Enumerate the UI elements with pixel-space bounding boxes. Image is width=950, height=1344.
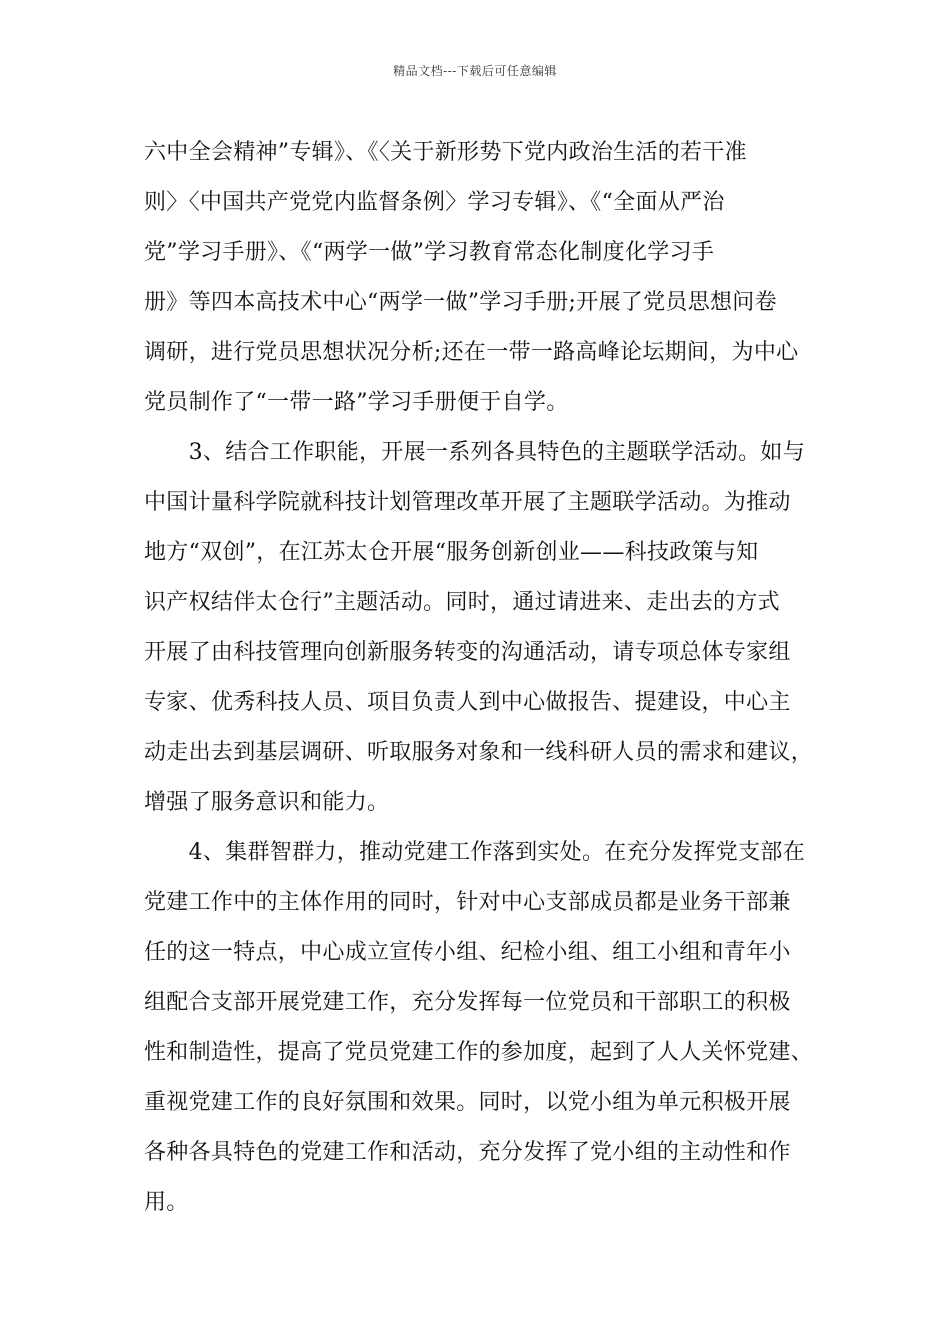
text-line: 中国计量科学院就科技计划管理改革开展了主题联学活动。为推动 (144, 490, 791, 515)
text-line: 开展了由科技管理向创新服务转变的沟通活动，请专项总体专家组 (144, 640, 791, 665)
text-line: 3、结合工作职能，开展一系列各具特色的主题联学活动。如与 (144, 440, 805, 465)
text-line: 识产权结伴太仓行”主题活动。同时，通过请进来、走出去的方式 (144, 590, 780, 615)
document-body (144, 128, 814, 1228)
page-header: 精品文档---下载后可任意编辑 (393, 64, 557, 78)
text-line: 用。 (144, 1190, 189, 1215)
text-line: 4、集群智群力，推动党建工作落到实处。在充分发挥党支部在 (144, 840, 805, 865)
text-line: 重视党建工作的良好氛围和效果。同时，以党小组为单元积极开展 (144, 1090, 791, 1115)
text-line: 专家、优秀科技人员、项目负责人到中心做报告、提建设，中心主 (144, 690, 791, 715)
text-line: 党建工作中的主体作用的同时，针对中心支部成员都是业务干部兼 (144, 890, 791, 915)
text-line: 增强了服务意识和能力。 (144, 790, 390, 815)
text-line: 册》等四本高技术中心“两学一做”学习手册;开展了党员思想问卷 (144, 290, 777, 315)
text-line: 各种各具特色的党建工作和活动，充分发挥了党小组的主动性和作 (144, 1140, 791, 1165)
text-line: 党”学习手册》、《“两学一做”学习教育常态化制度化学习手 (144, 240, 715, 265)
text-line: 则〉〈中国共产党党内监督条例〉学习专辑》、《“全面从严治 (144, 190, 725, 215)
text-line: 动走出去到基层调研、听取服务对象和一线科研人员的需求和建议， (144, 740, 814, 765)
text-line: 性和制造性，提高了党员党建工作的参加度，起到了人人关怀党建、 (144, 1040, 814, 1065)
text-line: 调研，进行党员思想状况分析;还在一带一路高峰论坛期间，为中心 (144, 340, 799, 365)
text-line: 党员制作了“一带一路”学习手册便于自学。 (144, 390, 569, 415)
text-line: 组配合支部开展党建工作，充分发挥每一位党员和干部职工的积极 (144, 990, 791, 1015)
text-line: 任的这一特点，中心成立宣传小组、纪检小组、组工小组和青年小 (144, 940, 791, 965)
text-line: 地方“双创”，在江苏太仓开展“服务创新创业——科技政策与知 (144, 540, 759, 565)
text-line: 六中全会精神”专辑》、《〈关于新形势下党内政治生活的若干准 (144, 140, 747, 165)
